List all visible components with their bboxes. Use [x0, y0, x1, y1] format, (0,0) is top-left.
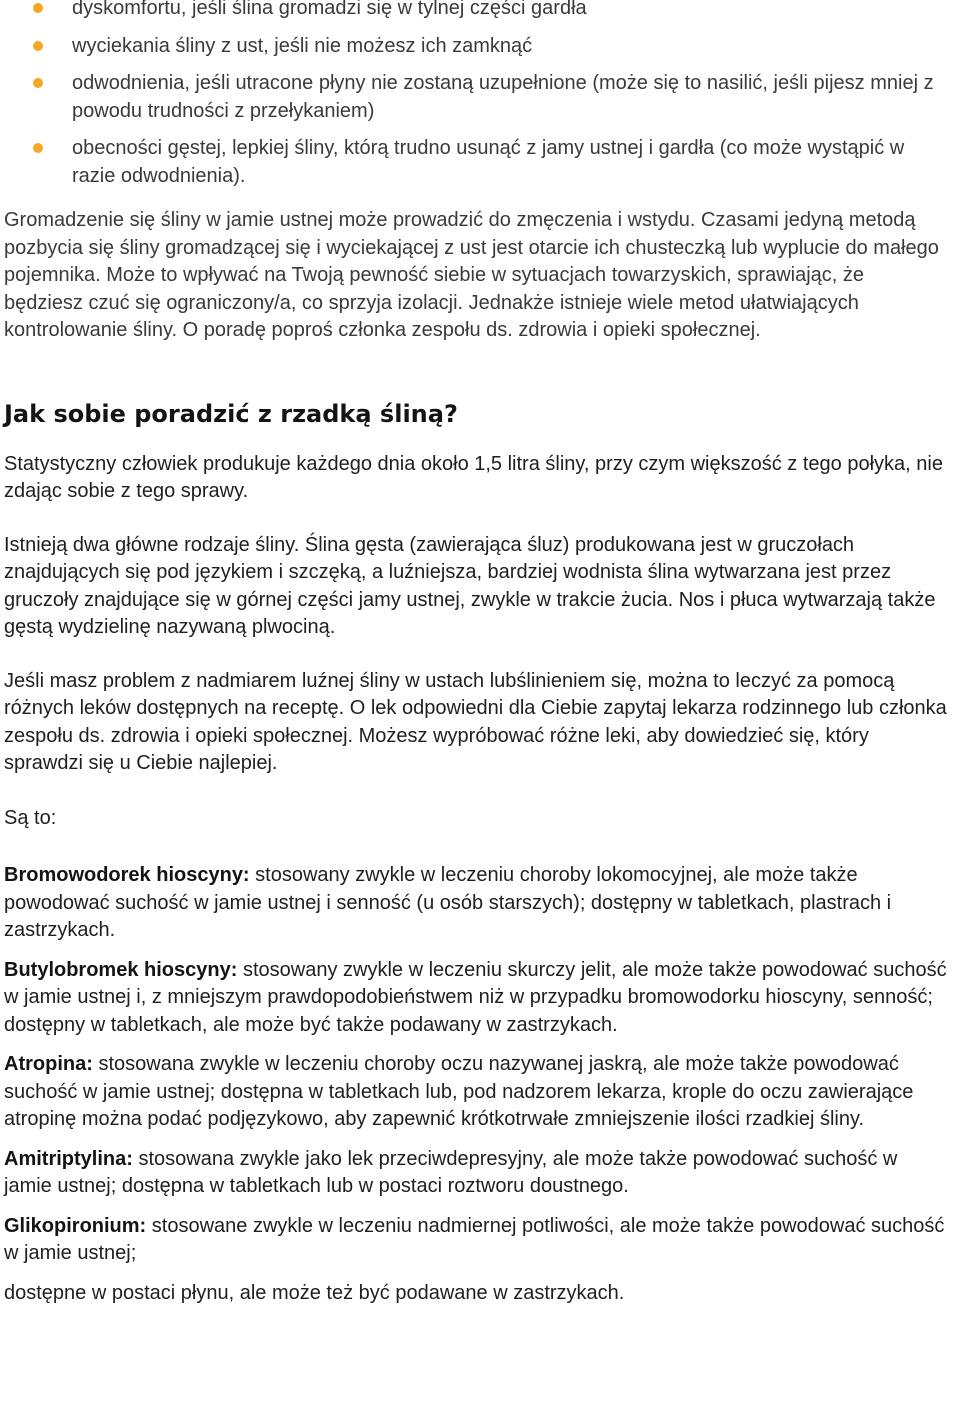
symptom-list	[4, 0, 948, 190]
list-item	[4, 0, 948, 23]
bullet-dot-icon	[33, 143, 43, 153]
list-item-text: dyskomfortu, jeśli ślina gromadzi się w tylnej części gardła	[72, 0, 587, 19]
paragraph: Statystyczny człowiek produkuje każdego dnia około 1,5 litra śliny, przy czym większość z tego połyka, nie zdając sobie z tego sprawy.	[4, 452, 943, 502]
list-item-text: odwodnienia, jeśli utracone płyny nie zostaną uzupełnione (może się to nasilić, jeśli pijesz mniej z powodu trudności z przełykaniem)	[72, 72, 934, 122]
drug-description: stosowana zwykle w leczeniu choroby oczu nazywanej jaskrą, ale może także powodować suchość w jamie ustnej; dostępna w tabletkach lub, pod nadzorem lekarza, krople do oczu zawierające atropinę można podać podjęzykowo, aby zapewnić krótkotrwałe zmniejszenie ilości rzadkiej śliny.	[4, 1053, 914, 1130]
drug-term: Atropina:	[4, 1053, 93, 1075]
list-item-text: wyciekania śliny z ust, jeśli nie możesz ich zamknąć	[72, 34, 533, 57]
last-line: dostępne w postaci płynu, ale może też być podawane w zastrzykach.	[4, 1281, 625, 1304]
paragraph: Istnieją dwa główne rodzaje śliny. Ślina gęsta (zawierająca śluz) produkowana jest w gruczołach znajdujących się pod językiem i szczęką, a luźniejsza, bardziej wodnista ślina wytwarzana jest przez gruczoły znajdujące się w górnej części jamy ustnej, zwykle w trakcie żucia. Nos i płuca wytwarzają także gęstą wydzielinę nazywaną plwociną.	[4, 533, 936, 638]
drug-description: stosowany zwykle w leczeniu choroby lokomocyjnej, ale może także powodować suchość w jamie ustnej i senność (u osób starszych); dostępny w tabletkach, plastrach i zastrzykach.	[4, 864, 892, 941]
drug-term: Bromowodorek hioscyny:	[4, 864, 250, 886]
drug-description: stosowany zwykle w leczeniu skurczy jelit, ale może także powodować suchość w jamie ustnej i, z mniejszym prawdopodobieństwem niż w przypadku bromowodorku hioscyny, senność; dostępny w tabletkach, ale może być także podawany w zastrzykach.	[4, 958, 947, 1036]
drug-entry	[4, 957, 948, 1040]
drug-description: stosowana zwykle jako lek przeciwdepresyjny, ale może także powodować suchość w jamie ustnej; dostępna w tabletkach lub w postaci roztworu doustnego.	[4, 1147, 898, 1197]
list-item	[4, 33, 948, 61]
bullet-dot-icon	[33, 78, 43, 88]
drug-term: Butylobromek hioscyny:	[4, 958, 238, 981]
drug-entry	[4, 862, 948, 945]
drug-entry	[4, 1051, 948, 1134]
drug-entry	[4, 1213, 948, 1268]
paragraph: Są to:	[4, 806, 57, 829]
drug-entry	[4, 1146, 948, 1201]
list-item	[4, 135, 948, 190]
list-item	[4, 70, 948, 125]
list-item-text: obecności gęstej, lepkiej śliny, którą trudno usunąć z jamy ustnej i gardła (co może wystąpić w razie odwodnienia).	[72, 137, 905, 187]
bullet-dot-icon	[33, 3, 43, 13]
section-title: Jak sobie poradzić z rzadką śliną?	[4, 399, 458, 428]
intro-paragraph: Gromadzenie się śliny w jamie ustnej może prowadzić do zmęczenia i wstydu. Czasami jedyną metodą pozbycia się śliny gromadzącej się i wyciekającej z ust jest otarcie ich chusteczką lub wyplucie do małego pojemnika. Może to wpływać na Twoją pewność siebie w sytuacjach towarzyskich, sprawiając, że będziesz czuć się ograniczony/a, co sprzyja izolacji. Jednakże istnieje wiele metod ułatwiających kontrolowanie śliny. O poradę poproś członka zespołu ds. zdrowia i opieki społecznej.	[4, 209, 939, 341]
drug-term: Amitriptylina:	[4, 1147, 133, 1170]
drug-description: stosowane zwykle w leczeniu nadmiernej potliwości, ale może także powodować suchość w jamie ustnej;	[4, 1214, 945, 1264]
paragraph: Jeśli masz problem z nadmiarem luźnej śliny w ustach lubślinieniem się, można to leczyć za pomocą różnych leków dostępnych na receptę. O lek odpowiedni dla Ciebie zapytaj lekarza rodzinnego lub członka zespołu ds. zdrowia i opieki społecznej. Możesz wypróbować różne leki, aby dowiedzieć się, który sprawdzi się u Ciebie najlepiej.	[4, 669, 947, 774]
drug-term: Glikopironium:	[4, 1214, 147, 1237]
bullet-dot-icon	[33, 41, 43, 51]
